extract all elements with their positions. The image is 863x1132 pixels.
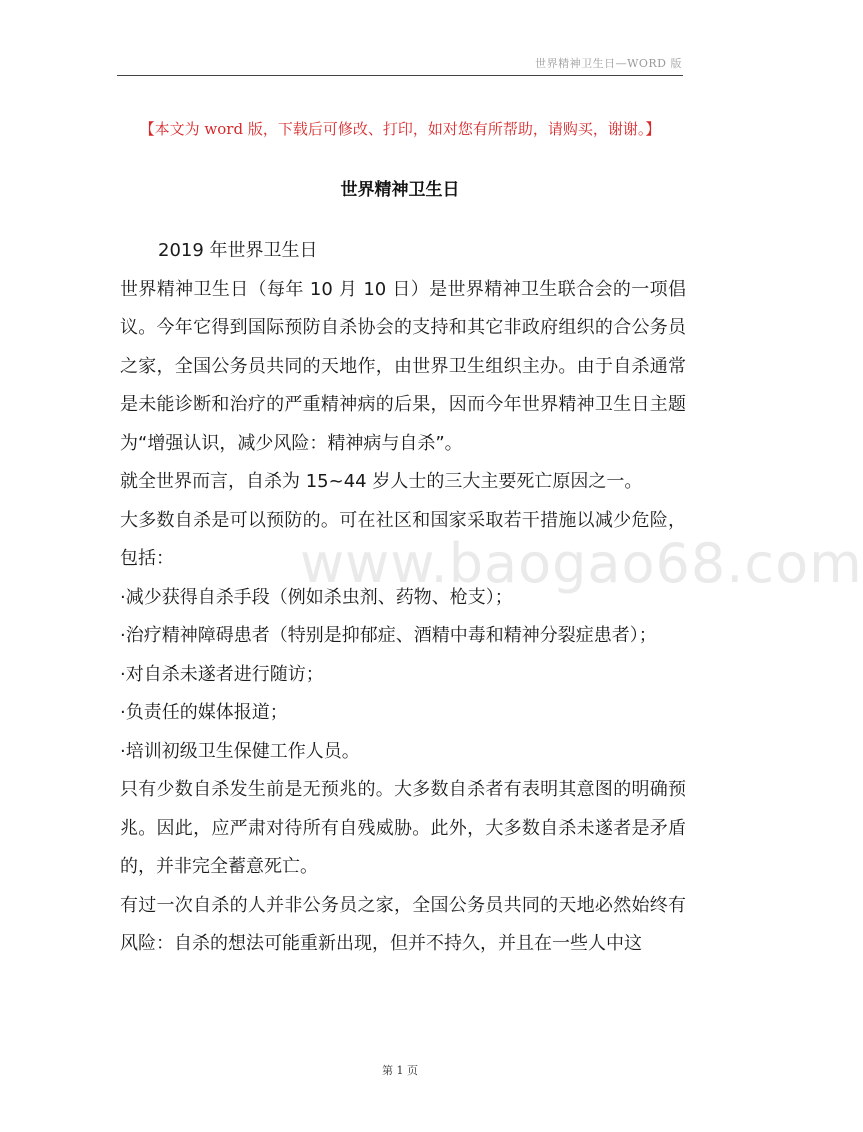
paragraph: 就全世界而言，自杀为 15~44 岁人士的三大主要死亡原因之一。: [120, 471, 643, 492]
bullet-item: ·减少获得自杀手段（例如杀虫剂、药物、枪支）；: [120, 586, 513, 608]
header-title: 世界精神卫生日—WORD 版: [535, 57, 682, 70]
bullet-item: ·培训初级卫生保健工作人员。: [120, 740, 360, 762]
page-number: 第 1 页: [382, 1064, 418, 1077]
bullet-item: ·负责任的媒体报道；: [120, 702, 288, 723]
document-body: [120, 232, 686, 964]
paragraph: 大多数自杀是可以预防的。可在社区和国家采取若干措施以减少危险，包括：: [120, 509, 686, 569]
paragraph: 只有少数自杀发生前是无预兆的。大多数自杀者有表明其意图的明确预兆。因此，应严肃对待所有自残威胁。此外，大多数自杀未遂者是矛盾的，并非完全蓄意死亡。: [120, 779, 686, 877]
paragraph: 世界精神卫生日（每年 10 月 10 日）是世界精神卫生联合会的一项倡议。今年它得到国际预防自杀协会的支持和其它非政府组织的合公务员之家，全国公务员共同的天地作，由世界卫生组织主办。由于自杀通常是未能诊断和治疗的严重精神病的后果，因而今年世界精神卫生日主题为“增强认识，减少风险：精神病与自杀”。: [120, 278, 686, 454]
purchase-notice: 【本文为 word 版，下载后可修改、打印，如对您有所帮助，请购买，谢谢。】: [139, 120, 661, 138]
bullet-item: ·对自杀未遂者进行随访；: [120, 663, 324, 685]
paragraph-subtitle: 2019 年世界卫生日: [158, 240, 318, 261]
header-divider: [117, 75, 683, 76]
watermark-text: www.baogao68.com: [300, 532, 863, 595]
bullet-item: ·治疗精神障碍患者（特别是抑郁症、酒精中毒和精神分裂症患者）；: [120, 625, 657, 646]
document-title: 世界精神卫生日: [340, 180, 460, 200]
paragraph: 有过一次自杀的人并非公务员之家，全国公务员共同的天地必然始终有风险：自杀的想法可能重新出现，但并不持久，并且在一些人中这: [120, 894, 686, 954]
